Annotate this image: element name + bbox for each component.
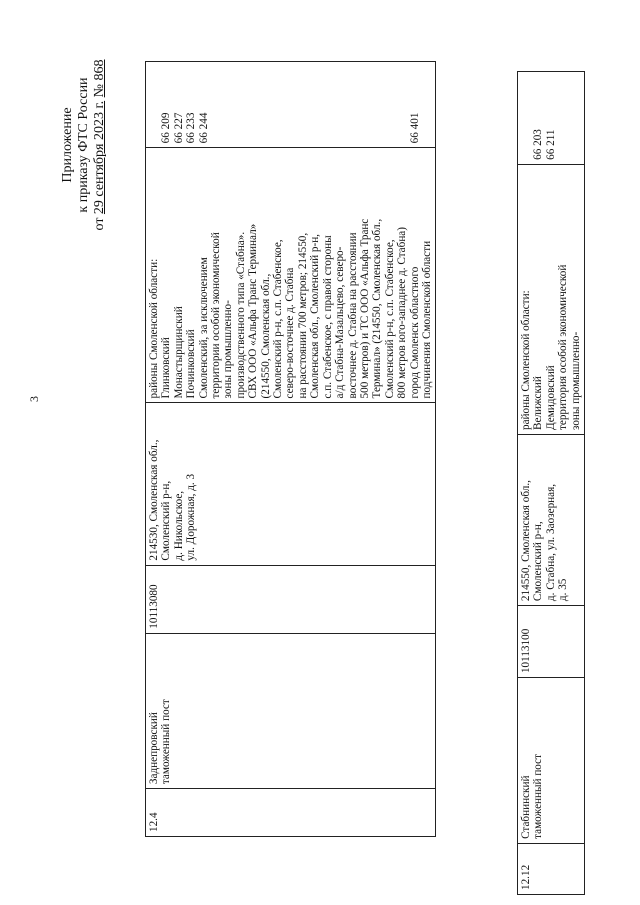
header-line-3 [92,5,108,285]
post-code: 10113100 [518,606,585,678]
cell-line: Смоленская обл., Смоленский р-н, [309,234,322,399]
okato-codes-cell [146,62,436,148]
cell-line: 66 401 [408,112,421,144]
customs-table-2 [517,71,585,895]
cell-line: Смоленский, за исключением [197,257,210,399]
cell-line [272,66,284,143]
cell-line: 66 227 [172,112,185,144]
cell-line: на расстоянии 700 метров; 214550, [296,232,309,399]
post-name-line: таможенный пост [160,699,173,785]
cell-line [371,66,383,143]
cell-line [247,66,259,143]
address-line: д. 35 [557,578,570,602]
cell-line [557,76,569,160]
cell-line: территория особой экономической [557,264,570,431]
cell-line: северо-восточнее д. Стабна [284,267,297,399]
post-name [146,633,436,788]
cell-line: 800 метров юго-западнее д. Стабна) [396,227,409,399]
address-line: Смоленский р-н, [532,521,545,602]
row-number: 12.4 [146,789,436,837]
address-line: д. Никольское, [172,490,185,561]
cell-line: 500 метров) и ТС ООО «Альфа Транс [358,218,371,399]
address-line: 214530, Смоленская обл., [148,439,160,561]
header-line-2: к приказу ФТС России [76,77,91,213]
cell-line: зоны промышленно- [222,300,235,399]
address-line: ул. Дорожная, д. 3 [185,473,198,561]
cell-line [334,66,346,143]
cell-line [421,66,433,143]
cell-line: производственного типа «Стабна». [234,231,247,399]
post-name-line: Заднепровский [148,712,160,785]
address-line: д. Стабна, ул. Заозерная, [544,483,557,602]
row-number: 12.12 [518,843,585,894]
cell-line [359,66,371,143]
post-address [518,435,585,606]
cell-line: восточнее д. Стабна на расстоянии [346,232,359,399]
table-row [518,72,585,895]
cell-line [297,66,309,143]
cell-line: 66 233 [185,112,198,144]
cell-line: СВХ ООО «Альфа Транс Терминал» [247,223,260,399]
cell-line [235,66,247,143]
cell-line [260,66,272,143]
cell-line [396,66,408,143]
cell-line: (214550, Смоленская обл., [259,273,272,399]
post-name-line: таможенный пост [532,753,545,839]
cell-line: а/д Стабна-Мазальцево, северо- [334,246,347,399]
cell-line [284,66,296,143]
regions-cell [146,148,436,403]
address-line: Смоленский р-н, [160,480,173,561]
table-row [146,62,436,837]
document-header [60,5,108,285]
cell-line: территории особой экономической [210,232,223,399]
cell-line: 66 244 [197,112,210,144]
cell-line: Глинковский [160,337,173,399]
cell-line: 66 203 [532,129,545,160]
cell-line [322,66,334,143]
cell-line: зоны промышленно- [569,331,582,431]
customs-table-1 [145,61,436,837]
cell-line: 66 209 [160,112,173,144]
cell-line [384,66,396,143]
cell-line [148,66,160,143]
cell-line: Терминал» (214550, Смоленская обл., [371,218,384,399]
cell-line [210,66,222,143]
cell-line: Смоленский р-н, с.п. Стабенское, [383,239,396,399]
cell-line: районы Смоленской области: [520,290,532,431]
header-line-1: Приложение [60,107,75,183]
cell-line: город Смоленск областного [408,266,421,399]
cell-line [222,66,234,143]
okato-codes-cell [518,72,585,165]
cell-line: Смоленский р-н, с.п. Стабенское, [272,239,285,399]
post-address [146,403,436,565]
cell-line [570,76,582,160]
cell-line [347,66,359,143]
cell-line: Демидовский [544,365,557,431]
header-date: 29 сентября 2023 г. [92,100,107,215]
cell-line [309,66,321,143]
cell-line: Монастырщинский [172,306,185,399]
cell-line: с.п. Стабенское, с правой стороны [321,235,334,399]
post-name [518,678,585,844]
post-code: 10113080 [146,565,436,633]
header-date-prefix: от [92,217,107,231]
page-number: 3 [27,396,41,402]
cell-line: районы Смоленской области: [148,258,160,399]
post-name-line: Стабнинский [520,775,532,839]
cell-line: Велижский [532,376,545,431]
cell-line [520,76,532,160]
regions-cell [518,164,585,434]
cell-line: Починковский [185,329,198,399]
cell-line: 66 211 [544,129,557,160]
cell-line: подчинения Смоленской области [420,240,433,399]
address-line: 214550, Смоленская обл., [520,480,532,602]
header-order-number: № 868 [92,59,107,98]
